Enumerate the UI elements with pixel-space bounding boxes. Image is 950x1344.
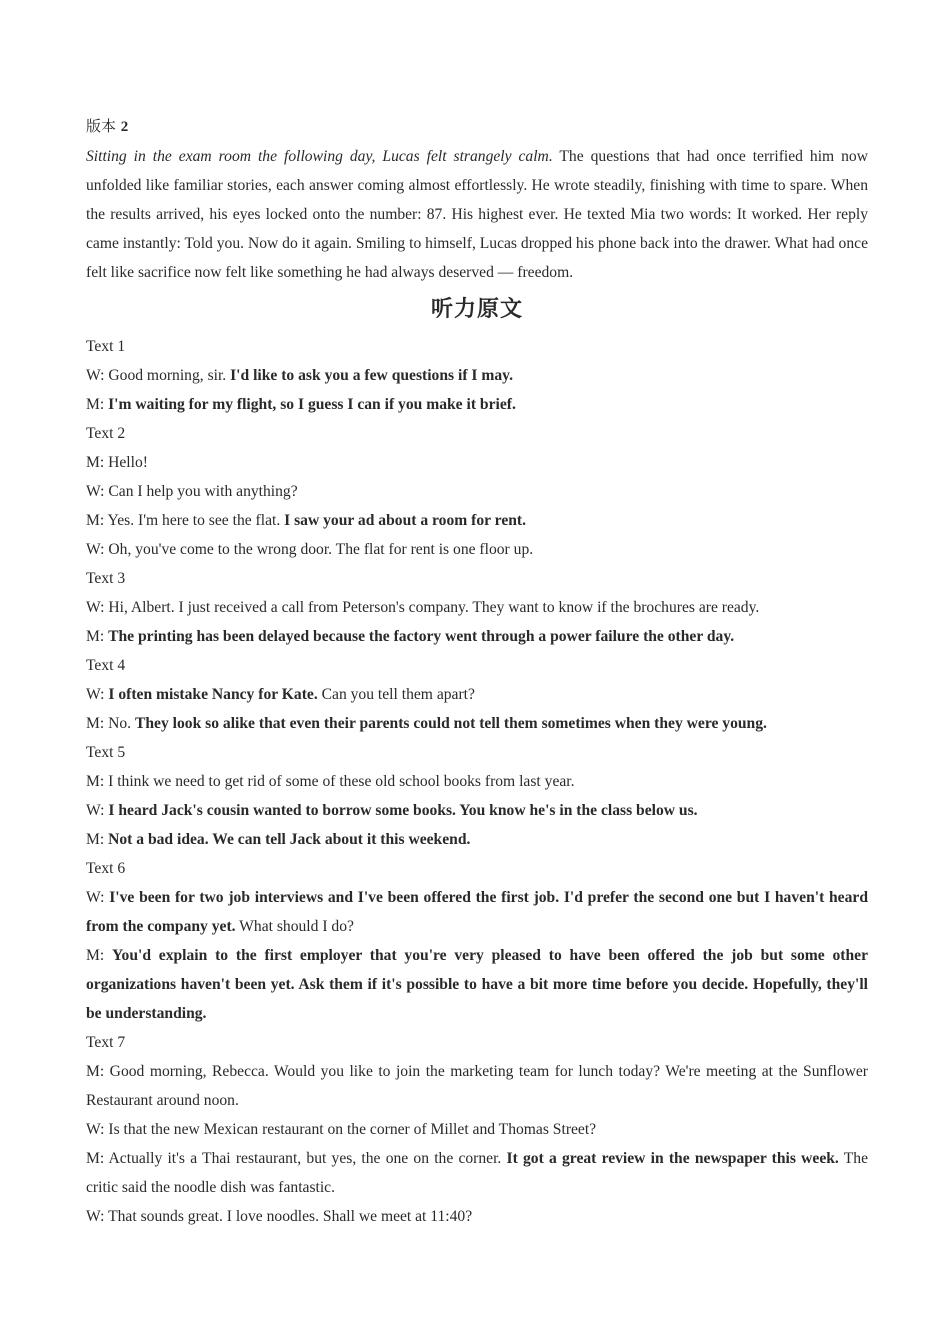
text-label: Text 5 <box>86 744 126 761</box>
dialogue-line <box>86 622 868 651</box>
dialogue-line <box>86 390 868 419</box>
line-bold: I'd like to ask you a few questions if I may. <box>230 367 514 384</box>
dialogue-line <box>86 767 868 796</box>
line-bold: I often mistake Nancy for Kate. <box>108 686 318 703</box>
line-plain <box>104 947 112 964</box>
version-paragraph <box>86 142 868 287</box>
line-plain: Hello! <box>104 454 148 471</box>
dialogue-line <box>86 361 868 390</box>
dialogue-line <box>86 1202 868 1231</box>
version-number: 2 <box>120 119 129 135</box>
line-plain: Actually it's a Thai restaurant, but yes, the one on the corner. <box>104 1150 507 1167</box>
line-bold: Not a bad idea. We can tell Jack about it this weekend. <box>108 831 471 848</box>
text-label: Text 2 <box>86 425 126 442</box>
line-speaker: M: <box>86 831 105 848</box>
text-label: Text 3 <box>86 570 126 587</box>
line-plain: That sounds great. I love noodles. Shall we meet at 11:40? <box>104 1208 473 1225</box>
line-bold: The printing has been delayed because the factory went through a power failure the other day. <box>108 628 735 645</box>
line-speaker: M: <box>86 1063 105 1080</box>
line-plain: Can I help you with anything? <box>104 483 298 500</box>
text-label: Text 6 <box>86 860 126 877</box>
line-speaker: W: <box>86 686 105 703</box>
line-bold: I'm waiting for my flight, so I guess I can if you make it brief. <box>108 396 516 413</box>
dialogue-line <box>86 1115 868 1144</box>
line-speaker: W: <box>86 802 105 819</box>
version-label-text: 版本 <box>86 117 117 135</box>
line-speaker: M: <box>86 947 105 964</box>
dialogue-line <box>86 825 868 854</box>
line-tail: Can you tell them apart? <box>317 686 475 703</box>
transcript <box>86 332 868 1231</box>
line-speaker: W: <box>86 1121 105 1138</box>
dialogue-line <box>86 941 868 1028</box>
line-plain: Good morning, Rebecca. Would you like to join the marketing team for lunch today? We're meeting at the Sunflower Restaurant around noon. <box>86 1063 868 1109</box>
line-plain: Good morning, sir. <box>104 367 231 384</box>
dialogue-line <box>86 709 868 738</box>
line-speaker: W: <box>86 367 105 384</box>
line-bold: I saw your ad about a room for rent. <box>284 512 527 529</box>
line-speaker: W: <box>86 889 105 906</box>
line-bold: I've been for two job interviews and I've been offered the first job. I'd prefer the second one but I haven't heard from the company yet. <box>86 889 868 935</box>
line-tail: The critic said the noodle dish was fantastic. <box>86 1150 868 1196</box>
dialogue-line <box>86 796 868 825</box>
line-bold: I heard Jack's cousin wanted to borrow some books. You know he's in the class below us. <box>108 802 698 819</box>
text-label: Text 4 <box>86 657 126 674</box>
line-speaker: M: <box>86 773 105 790</box>
line-bold: You'd explain to the first employer that you're very pleased to have been offered the job but some other organizations haven't been yet. Ask them if it's possible to have a bit more time before you decide. Hopefully, they'll be understanding. <box>86 947 868 1022</box>
line-speaker: M: <box>86 396 105 413</box>
line-speaker: W: <box>86 483 105 500</box>
dialogue-line <box>86 593 868 622</box>
dialogue-line <box>86 477 868 506</box>
text-label: Text 7 <box>86 1034 126 1051</box>
document-page <box>86 112 868 1231</box>
line-speaker: M: <box>86 1150 105 1167</box>
line-speaker: W: <box>86 599 105 616</box>
line-speaker: W: <box>86 541 105 558</box>
version-body: The questions that had once terrified him now unfolded like familiar stories, each answer coming almost effortlessly. He wrote steadily, finishing with time to spare. When the results arrived, his eyes locked onto the number: 87. His highest ever. He texted Mia two words: It worked. Her reply came instantly: Told you. Now do it again. Smiling to himself, Lucas dropped his phone back into the drawer. What had once felt like sacrifice now felt like something he had always deserved — freedom. <box>86 148 868 281</box>
line-plain: I think we need to get rid of some of these old school books from last year. <box>104 773 575 790</box>
text-label: Text 1 <box>86 338 126 355</box>
line-plain: Is that the new Mexican restaurant on the corner of Millet and Thomas Street? <box>104 1121 597 1138</box>
dialogue-line <box>86 448 868 477</box>
version-italic-lead: Sitting in the exam room the following day, Lucas felt strangely calm. <box>86 148 553 165</box>
line-speaker: M: <box>86 715 105 732</box>
line-tail: What should I do? <box>235 918 354 935</box>
version-heading <box>86 112 868 142</box>
dialogue-line <box>86 535 868 564</box>
line-bold: It got a great review in the newspaper this week. <box>506 1150 839 1167</box>
line-speaker: M: <box>86 512 105 529</box>
line-speaker: M: <box>86 628 105 645</box>
line-speaker: W: <box>86 1208 105 1225</box>
line-speaker: M: <box>86 454 105 471</box>
dialogue-line <box>86 883 868 941</box>
section-title: 听力原文 <box>430 297 523 322</box>
dialogue-line <box>86 506 868 535</box>
line-bold: They look so alike that even their parents could not tell them sometimes when they were young. <box>134 715 767 732</box>
line-plain: No. <box>104 715 135 732</box>
line-plain: Yes. I'm here to see the flat. <box>104 512 285 529</box>
dialogue-line <box>86 680 868 709</box>
line-plain: Oh, you've come to the wrong door. The flat for rent is one floor up. <box>104 541 534 558</box>
line-plain: Hi, Albert. I just received a call from Peterson's company. They want to know if the brochures are ready. <box>104 599 760 616</box>
dialogue-line <box>86 1144 868 1202</box>
dialogue-line <box>86 1057 868 1115</box>
